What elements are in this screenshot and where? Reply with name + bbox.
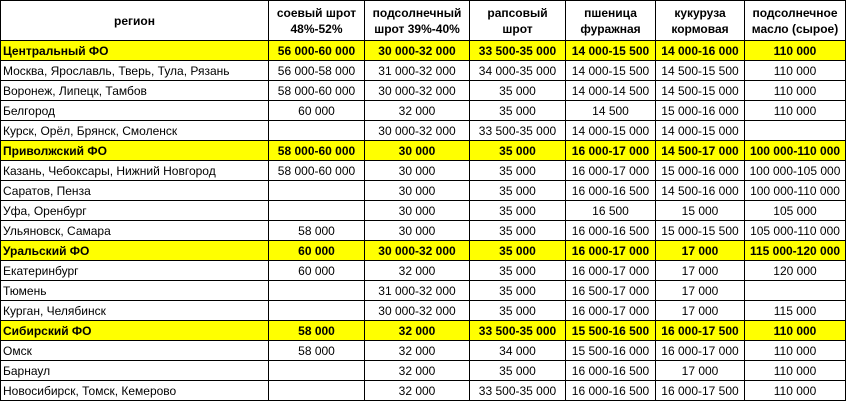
cell-feed-wheat: 14 500 <box>566 101 656 121</box>
cell-sunflower-meal: 31 000-32 000 <box>365 281 470 301</box>
cell-sunflower-oil: 120 000 <box>745 261 846 281</box>
cell-soybean-meal: 56 000-60 000 <box>269 41 365 61</box>
cell-sunflower-meal: 32 000 <box>365 321 470 341</box>
cell-feed-corn: 14 500-15 000 <box>656 81 745 101</box>
cell-soybean-meal: 58 000-60 000 <box>269 141 365 161</box>
cell-feed-corn: 15 000-15 500 <box>656 221 745 241</box>
cell-sunflower-oil: 110 000 <box>745 321 846 341</box>
cell-sunflower-meal: 32 000 <box>365 341 470 361</box>
cell-sunflower-meal: 30 000 <box>365 161 470 181</box>
cell-soybean-meal <box>269 381 365 401</box>
cell-feed-wheat: 16 000-16 500 <box>566 361 656 381</box>
cell-sunflower-meal: 30 000-32 000 <box>365 121 470 141</box>
cell-region: Курск, Орёл, Брянск, Смоленск <box>1 121 269 141</box>
region-row <box>1 101 846 121</box>
region-row <box>1 201 846 221</box>
cell-rapeseed-meal: 35 000 <box>470 361 566 381</box>
cell-sunflower-oil <box>745 121 846 141</box>
cell-rapeseed-meal: 35 000 <box>470 201 566 221</box>
cell-feed-wheat: 16 000-16 500 <box>566 221 656 241</box>
cell-soybean-meal: 60 000 <box>269 101 365 121</box>
cell-rapeseed-meal: 35 000 <box>470 81 566 101</box>
cell-sunflower-oil: 110 000 <box>745 341 846 361</box>
region-row <box>1 301 846 321</box>
cell-sunflower-oil: 100 000-105 000 <box>745 161 846 181</box>
cell-sunflower-oil: 105 000 <box>745 201 846 221</box>
cell-feed-corn: 14 000-16 000 <box>656 41 745 61</box>
cell-feed-wheat: 16 500 <box>566 201 656 221</box>
cell-soybean-meal: 58 000 <box>269 341 365 361</box>
cell-sunflower-meal: 32 000 <box>365 381 470 401</box>
cell-feed-wheat: 14 000-15 500 <box>566 41 656 61</box>
cell-feed-wheat: 14 000-14 500 <box>566 81 656 101</box>
cell-feed-corn: 17 000 <box>656 261 745 281</box>
region-row <box>1 261 846 281</box>
district-row <box>1 321 846 341</box>
cell-rapeseed-meal: 35 000 <box>470 281 566 301</box>
cell-feed-corn: 17 000 <box>656 301 745 321</box>
cell-region: Барнаул <box>1 361 269 381</box>
cell-region: Курган, Челябинск <box>1 301 269 321</box>
cell-region: Саратов, Пенза <box>1 181 269 201</box>
cell-feed-corn: 17 000 <box>656 361 745 381</box>
region-row <box>1 181 846 201</box>
cell-sunflower-oil: 115 000-120 000 <box>745 241 846 261</box>
cell-feed-corn: 17 000 <box>656 241 745 261</box>
region-row <box>1 281 846 301</box>
region-row <box>1 361 846 381</box>
cell-rapeseed-meal: 35 000 <box>470 101 566 121</box>
cell-feed-wheat: 16 000-16 500 <box>566 181 656 201</box>
cell-feed-wheat: 16 000-17 000 <box>566 301 656 321</box>
cell-sunflower-meal: 30 000-32 000 <box>365 41 470 61</box>
cell-sunflower-oil: 110 000 <box>745 41 846 61</box>
region-row <box>1 61 846 81</box>
cell-feed-corn: 17 000 <box>656 281 745 301</box>
cell-soybean-meal <box>269 181 365 201</box>
cell-feed-wheat: 16 000-17 000 <box>566 161 656 181</box>
header-row <box>1 1 846 41</box>
cell-soybean-meal: 56 000-58 000 <box>269 61 365 81</box>
cell-soybean-meal: 60 000 <box>269 261 365 281</box>
district-row <box>1 41 846 61</box>
cell-soybean-meal: 58 000-60 000 <box>269 161 365 181</box>
cell-feed-wheat: 16 000-16 500 <box>566 381 656 401</box>
cell-rapeseed-meal: 34 000-35 000 <box>470 61 566 81</box>
region-row <box>1 161 846 181</box>
cell-soybean-meal: 58 000 <box>269 321 365 341</box>
cell-sunflower-meal: 32 000 <box>365 101 470 121</box>
cell-region: Центральный ФО <box>1 41 269 61</box>
cell-feed-wheat: 15 500-16 000 <box>566 341 656 361</box>
cell-region: Ульяновск, Самара <box>1 221 269 241</box>
cell-sunflower-oil <box>745 281 846 301</box>
region-row <box>1 121 846 141</box>
cell-sunflower-meal: 30 000 <box>365 141 470 161</box>
cell-feed-corn: 14 500-17 000 <box>656 141 745 161</box>
cell-feed-wheat: 15 500-16 500 <box>566 321 656 341</box>
cell-sunflower-meal: 30 000 <box>365 201 470 221</box>
cell-soybean-meal <box>269 201 365 221</box>
cell-feed-corn: 14 000-15 000 <box>656 121 745 141</box>
cell-sunflower-meal: 32 000 <box>365 261 470 281</box>
cell-soybean-meal: 60 000 <box>269 241 365 261</box>
cell-soybean-meal <box>269 361 365 381</box>
cell-region: Белгород <box>1 101 269 121</box>
cell-soybean-meal <box>269 301 365 321</box>
cell-rapeseed-meal: 35 000 <box>470 161 566 181</box>
cell-sunflower-meal: 30 000-32 000 <box>365 81 470 101</box>
header-rapeseed-meal: рапсовый шрот <box>470 1 566 41</box>
cell-feed-corn: 14 500-16 000 <box>656 181 745 201</box>
region-row <box>1 341 846 361</box>
header-feed-wheat: пшеница фуражная <box>566 1 656 41</box>
cell-soybean-meal <box>269 121 365 141</box>
cell-rapeseed-meal: 35 000 <box>470 301 566 321</box>
cell-rapeseed-meal: 35 000 <box>470 261 566 281</box>
cell-feed-corn: 16 000-17 500 <box>656 381 745 401</box>
cell-region: Уфа, Оренбург <box>1 201 269 221</box>
cell-rapeseed-meal: 33 500-35 000 <box>470 41 566 61</box>
cell-rapeseed-meal: 35 000 <box>470 141 566 161</box>
cell-sunflower-meal: 30 000-32 000 <box>365 301 470 321</box>
header-sunflower-meal: подсолнечный шрот 39%-40% <box>365 1 470 41</box>
table-body <box>1 41 846 401</box>
region-row <box>1 381 846 401</box>
cell-rapeseed-meal: 33 500-35 000 <box>470 121 566 141</box>
cell-sunflower-oil: 100 000-110 000 <box>745 141 846 161</box>
cell-region: Воронеж, Липецк, Тамбов <box>1 81 269 101</box>
cell-feed-wheat: 16 000-17 000 <box>566 141 656 161</box>
cell-feed-corn: 16 000-17 000 <box>656 341 745 361</box>
header-sunflower-oil: подсолнечное масло (сырое) <box>745 1 846 41</box>
cell-soybean-meal <box>269 281 365 301</box>
district-row <box>1 141 846 161</box>
cell-region: Новосибирск, Томск, Кемерово <box>1 381 269 401</box>
cell-region: Приволжский ФО <box>1 141 269 161</box>
cell-sunflower-oil: 110 000 <box>745 81 846 101</box>
cell-feed-corn: 15 000 <box>656 201 745 221</box>
cell-sunflower-oil: 110 000 <box>745 101 846 121</box>
district-row <box>1 241 846 261</box>
region-row <box>1 81 846 101</box>
header-soybean-meal: соевый шрот 48%-52% <box>269 1 365 41</box>
cell-rapeseed-meal: 34 000 <box>470 341 566 361</box>
cell-feed-corn: 16 000-17 500 <box>656 321 745 341</box>
cell-region: Омск <box>1 341 269 361</box>
cell-sunflower-oil: 105 000-110 000 <box>745 221 846 241</box>
cell-sunflower-meal: 30 000-32 000 <box>365 241 470 261</box>
cell-sunflower-meal: 30 000 <box>365 221 470 241</box>
cell-sunflower-oil: 110 000 <box>745 361 846 381</box>
cell-rapeseed-meal: 35 000 <box>470 241 566 261</box>
cell-rapeseed-meal: 33 500-35 000 <box>470 321 566 341</box>
cell-region: Тюмень <box>1 281 269 301</box>
cell-feed-corn: 14 500-15 500 <box>656 61 745 81</box>
cell-region: Уральский ФО <box>1 241 269 261</box>
cell-sunflower-meal: 30 000 <box>365 181 470 201</box>
cell-sunflower-oil: 115 000 <box>745 301 846 321</box>
cell-region: Сибирский ФО <box>1 321 269 341</box>
cell-sunflower-meal: 32 000 <box>365 361 470 381</box>
cell-region: Казань, Чебоксары, Нижний Новгород <box>1 161 269 181</box>
cell-feed-wheat: 16 000-17 000 <box>566 261 656 281</box>
cell-soybean-meal: 58 000-60 000 <box>269 81 365 101</box>
cell-rapeseed-meal: 33 500-35 000 <box>470 381 566 401</box>
cell-soybean-meal: 58 000 <box>269 221 365 241</box>
cell-rapeseed-meal: 35 000 <box>470 181 566 201</box>
cell-region: Москва, Ярославль, Тверь, Тула, Рязань <box>1 61 269 81</box>
cell-sunflower-oil: 100 000-110 000 <box>745 181 846 201</box>
cell-feed-wheat: 16 500-17 000 <box>566 281 656 301</box>
header-region: регион <box>1 1 269 41</box>
cell-region: Екатеринбург <box>1 261 269 281</box>
cell-feed-corn: 15 000-16 000 <box>656 101 745 121</box>
cell-sunflower-meal: 31 000-32 000 <box>365 61 470 81</box>
cell-feed-wheat: 14 000-15 500 <box>566 61 656 81</box>
header-feed-corn: кукуруза кормовая <box>656 1 745 41</box>
cell-sunflower-oil: 110 000 <box>745 61 846 81</box>
cell-feed-wheat: 16 000-17 000 <box>566 241 656 261</box>
cell-rapeseed-meal: 35 000 <box>470 221 566 241</box>
region-row <box>1 221 846 241</box>
cell-sunflower-oil: 110 000 <box>745 381 846 401</box>
cell-feed-wheat: 14 000-15 000 <box>566 121 656 141</box>
cell-feed-corn: 15 000-16 000 <box>656 161 745 181</box>
